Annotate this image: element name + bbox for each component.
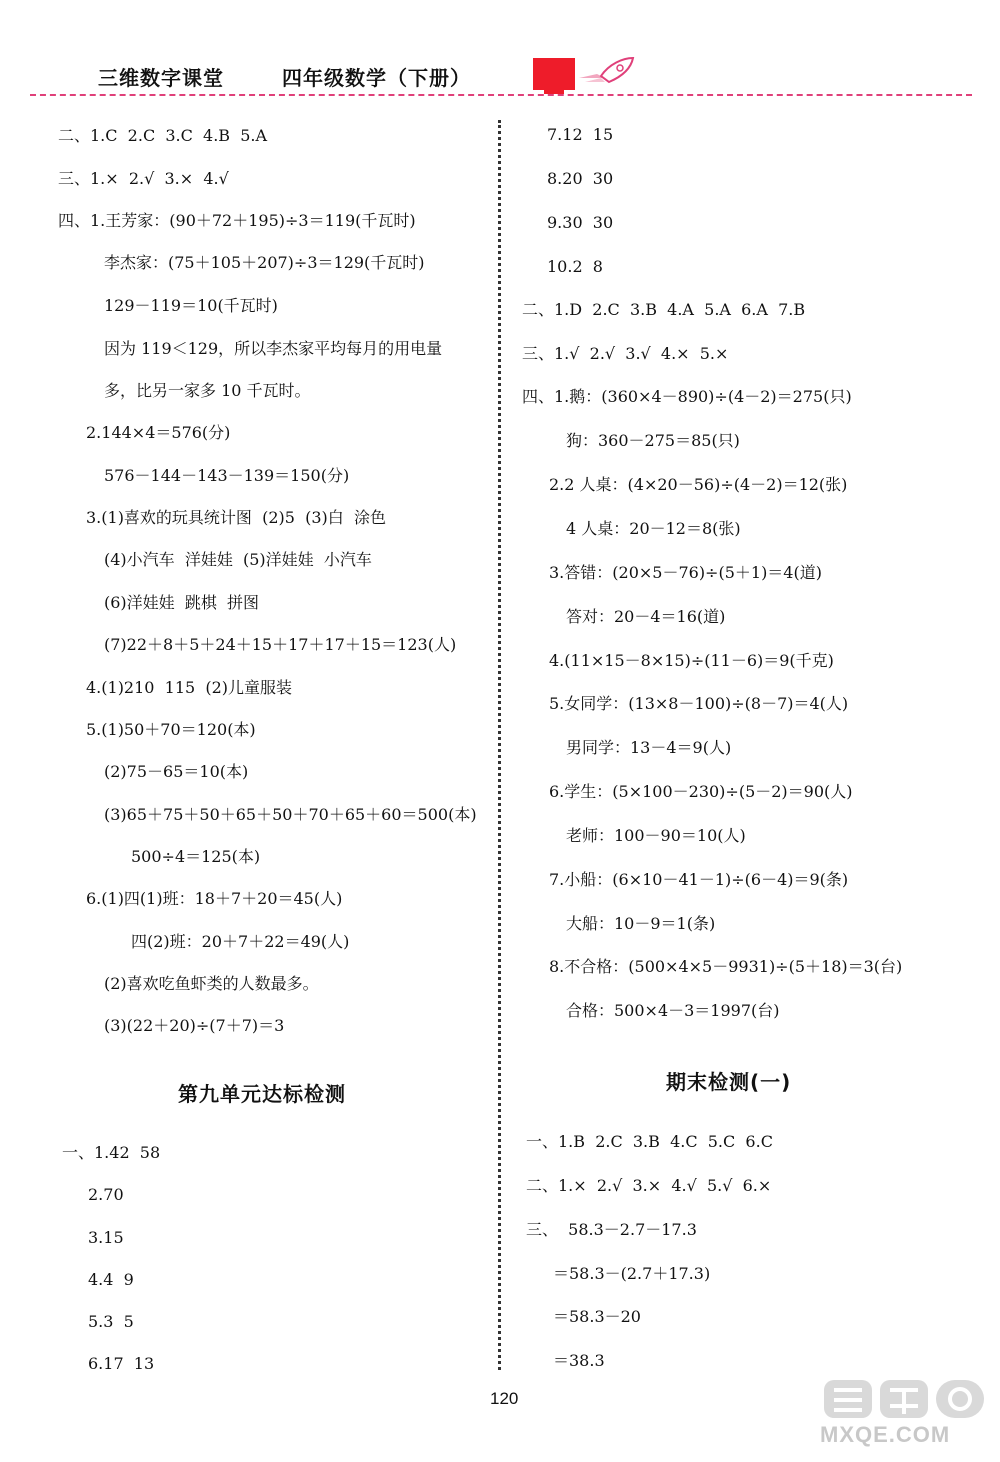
answer-line: (2)喜欢吃鱼虾类的人数最多。 bbox=[104, 974, 319, 993]
answer-line: ＝58.3－20 bbox=[553, 1307, 641, 1326]
answer-line: 四(2)班：20＋7＋22＝49(人) bbox=[131, 932, 350, 951]
answer-line: ＝38.3 bbox=[553, 1351, 605, 1370]
answer-line: 2.144×4＝576(分) bbox=[86, 423, 231, 442]
answer-line: 多，比另一家多 10 千瓦时。 bbox=[104, 381, 311, 400]
answer-line: 576－144－143－139＝150(分) bbox=[104, 466, 350, 485]
answer-line: 4.(11×15－8×15)÷(11－6)＝9(千克) bbox=[549, 651, 834, 670]
answer-line: 二、1.D 2.C 3.B 4.A 5.A 6.A 7.B bbox=[522, 300, 806, 319]
book-title: 四年级数学（下册） bbox=[282, 66, 471, 90]
answer-line: 老师：100－90＝10(人) bbox=[566, 826, 746, 845]
header-rule bbox=[30, 94, 972, 96]
answer-line: 8.不合格：(500×4×5－9931)÷(5＋18)＝3(台) bbox=[549, 957, 903, 976]
answer-line: (2)75－65＝10(本) bbox=[104, 762, 249, 781]
answer-line: 男同学：13－4＝9(人) bbox=[566, 738, 732, 757]
section-title: 期末检测(一) bbox=[666, 1070, 792, 1094]
watermark bbox=[820, 1374, 990, 1454]
answer-line: 3.(1)喜欢的玩具统计图 (2)5 (3)白 涂色 bbox=[86, 508, 386, 527]
answer-line: 5.3 5 bbox=[88, 1312, 134, 1331]
answer-line: 6.学生：(5×100－230)÷(5－2)＝90(人) bbox=[549, 782, 853, 801]
series-title: 三维数字课堂 bbox=[98, 66, 224, 90]
page-header bbox=[0, 0, 1000, 110]
answer-line: 三、1.√ 2.√ 3.√ 4.× 5.× bbox=[522, 344, 729, 363]
watermark-logo-icon bbox=[820, 1374, 990, 1422]
answer-line: 三、1.× 2.√ 3.× 4.√ bbox=[58, 169, 229, 188]
answer-line: 一、1.42 58 bbox=[62, 1143, 161, 1162]
answer-line: 4 人桌：20－12＝8(张) bbox=[566, 519, 741, 538]
answer-line: 四、1.鹅：(360×4－890)÷(4－2)＝275(只) bbox=[522, 387, 852, 406]
answer-line: 8.20 30 bbox=[547, 169, 614, 188]
answer-line: 合格：500×4－3＝1997(台) bbox=[566, 1001, 780, 1020]
answer-line: 2.2 人桌：(4×20－56)÷(4－2)＝12(张) bbox=[549, 475, 848, 494]
answer-line: (3)65＋75＋50＋65＋50＋70＋65＋60＝500(本) bbox=[104, 805, 477, 824]
column-divider bbox=[498, 120, 501, 1370]
answer-line: 3.答错：(20×5－76)÷(5＋1)＝4(道) bbox=[549, 563, 822, 582]
answer-line: 6.17 13 bbox=[88, 1354, 155, 1373]
answer-line: 四、1.王芳家：(90＋72＋195)÷3＝119(千瓦时) bbox=[58, 211, 416, 230]
answer-line: 一、1.B 2.C 3.B 4.C 5.C 6.C bbox=[526, 1132, 773, 1151]
answer-line: 7.12 15 bbox=[547, 125, 614, 144]
rocket-icon bbox=[575, 54, 637, 88]
answer-line: 三、 58.3－2.7－17.3 bbox=[526, 1220, 697, 1239]
answer-line: 狗：360－275＝85(只) bbox=[566, 431, 740, 450]
section-title: 第九单元达标检测 bbox=[178, 1082, 346, 1106]
answer-line: (7)22＋8＋5＋24＋15＋17＋17＋15＝123(人) bbox=[104, 635, 457, 654]
answer-line: 3.15 bbox=[88, 1228, 124, 1247]
answer-line: (6)洋娃娃 跳棋 拼图 bbox=[104, 593, 260, 612]
answer-line: 大船：10－9＝1(条) bbox=[566, 914, 716, 933]
answer-line: 5.(1)50＋70＝120(本) bbox=[86, 720, 256, 739]
answer-line: 李杰家：(75＋105＋207)÷3＝129(千瓦时) bbox=[104, 253, 425, 272]
page-number: 120 bbox=[490, 1389, 519, 1408]
answer-line: 6.(1)四(1)班：18＋7＋20＝45(人) bbox=[86, 889, 343, 908]
answer-line: 10.2 8 bbox=[547, 257, 603, 276]
answer-line: 4.(1)210 115 (2)儿童服装 bbox=[86, 678, 293, 697]
answer-line: 4.4 9 bbox=[88, 1270, 134, 1289]
answer-line: 因为 119＜129，所以李杰家平均每月的用电量 bbox=[104, 339, 443, 358]
answer-line: ＝58.3－(2.7＋17.3) bbox=[553, 1264, 711, 1283]
answer-line: 二、1.C 2.C 3.C 4.B 5.A bbox=[58, 126, 268, 145]
answer-line: (4)小汽车 洋娃娃 (5)洋娃娃 小汽车 bbox=[104, 550, 372, 569]
answer-line: 二、1.× 2.√ 3.× 4.√ 5.√ 6.× bbox=[526, 1176, 772, 1195]
answer-line: (3)(22＋20)÷(7＋7)＝3 bbox=[104, 1016, 285, 1035]
answer-line: 500÷4＝125(本) bbox=[131, 847, 261, 866]
answer-line: 5.女同学：(13×8－100)÷(8－7)＝4(人) bbox=[549, 694, 849, 713]
answer-line: 答对：20－4＝16(道) bbox=[566, 607, 726, 626]
watermark-text: MXQE.COM bbox=[820, 1422, 951, 1447]
answer-line: 129－119＝10(千瓦时) bbox=[104, 296, 278, 315]
monitor-icon bbox=[533, 58, 575, 90]
answer-line: 7.小船：(6×10－41－1)÷(6－4)＝9(条) bbox=[549, 870, 849, 889]
answer-line: 2.70 bbox=[88, 1185, 124, 1204]
answer-line: 9.30 30 bbox=[547, 213, 614, 232]
